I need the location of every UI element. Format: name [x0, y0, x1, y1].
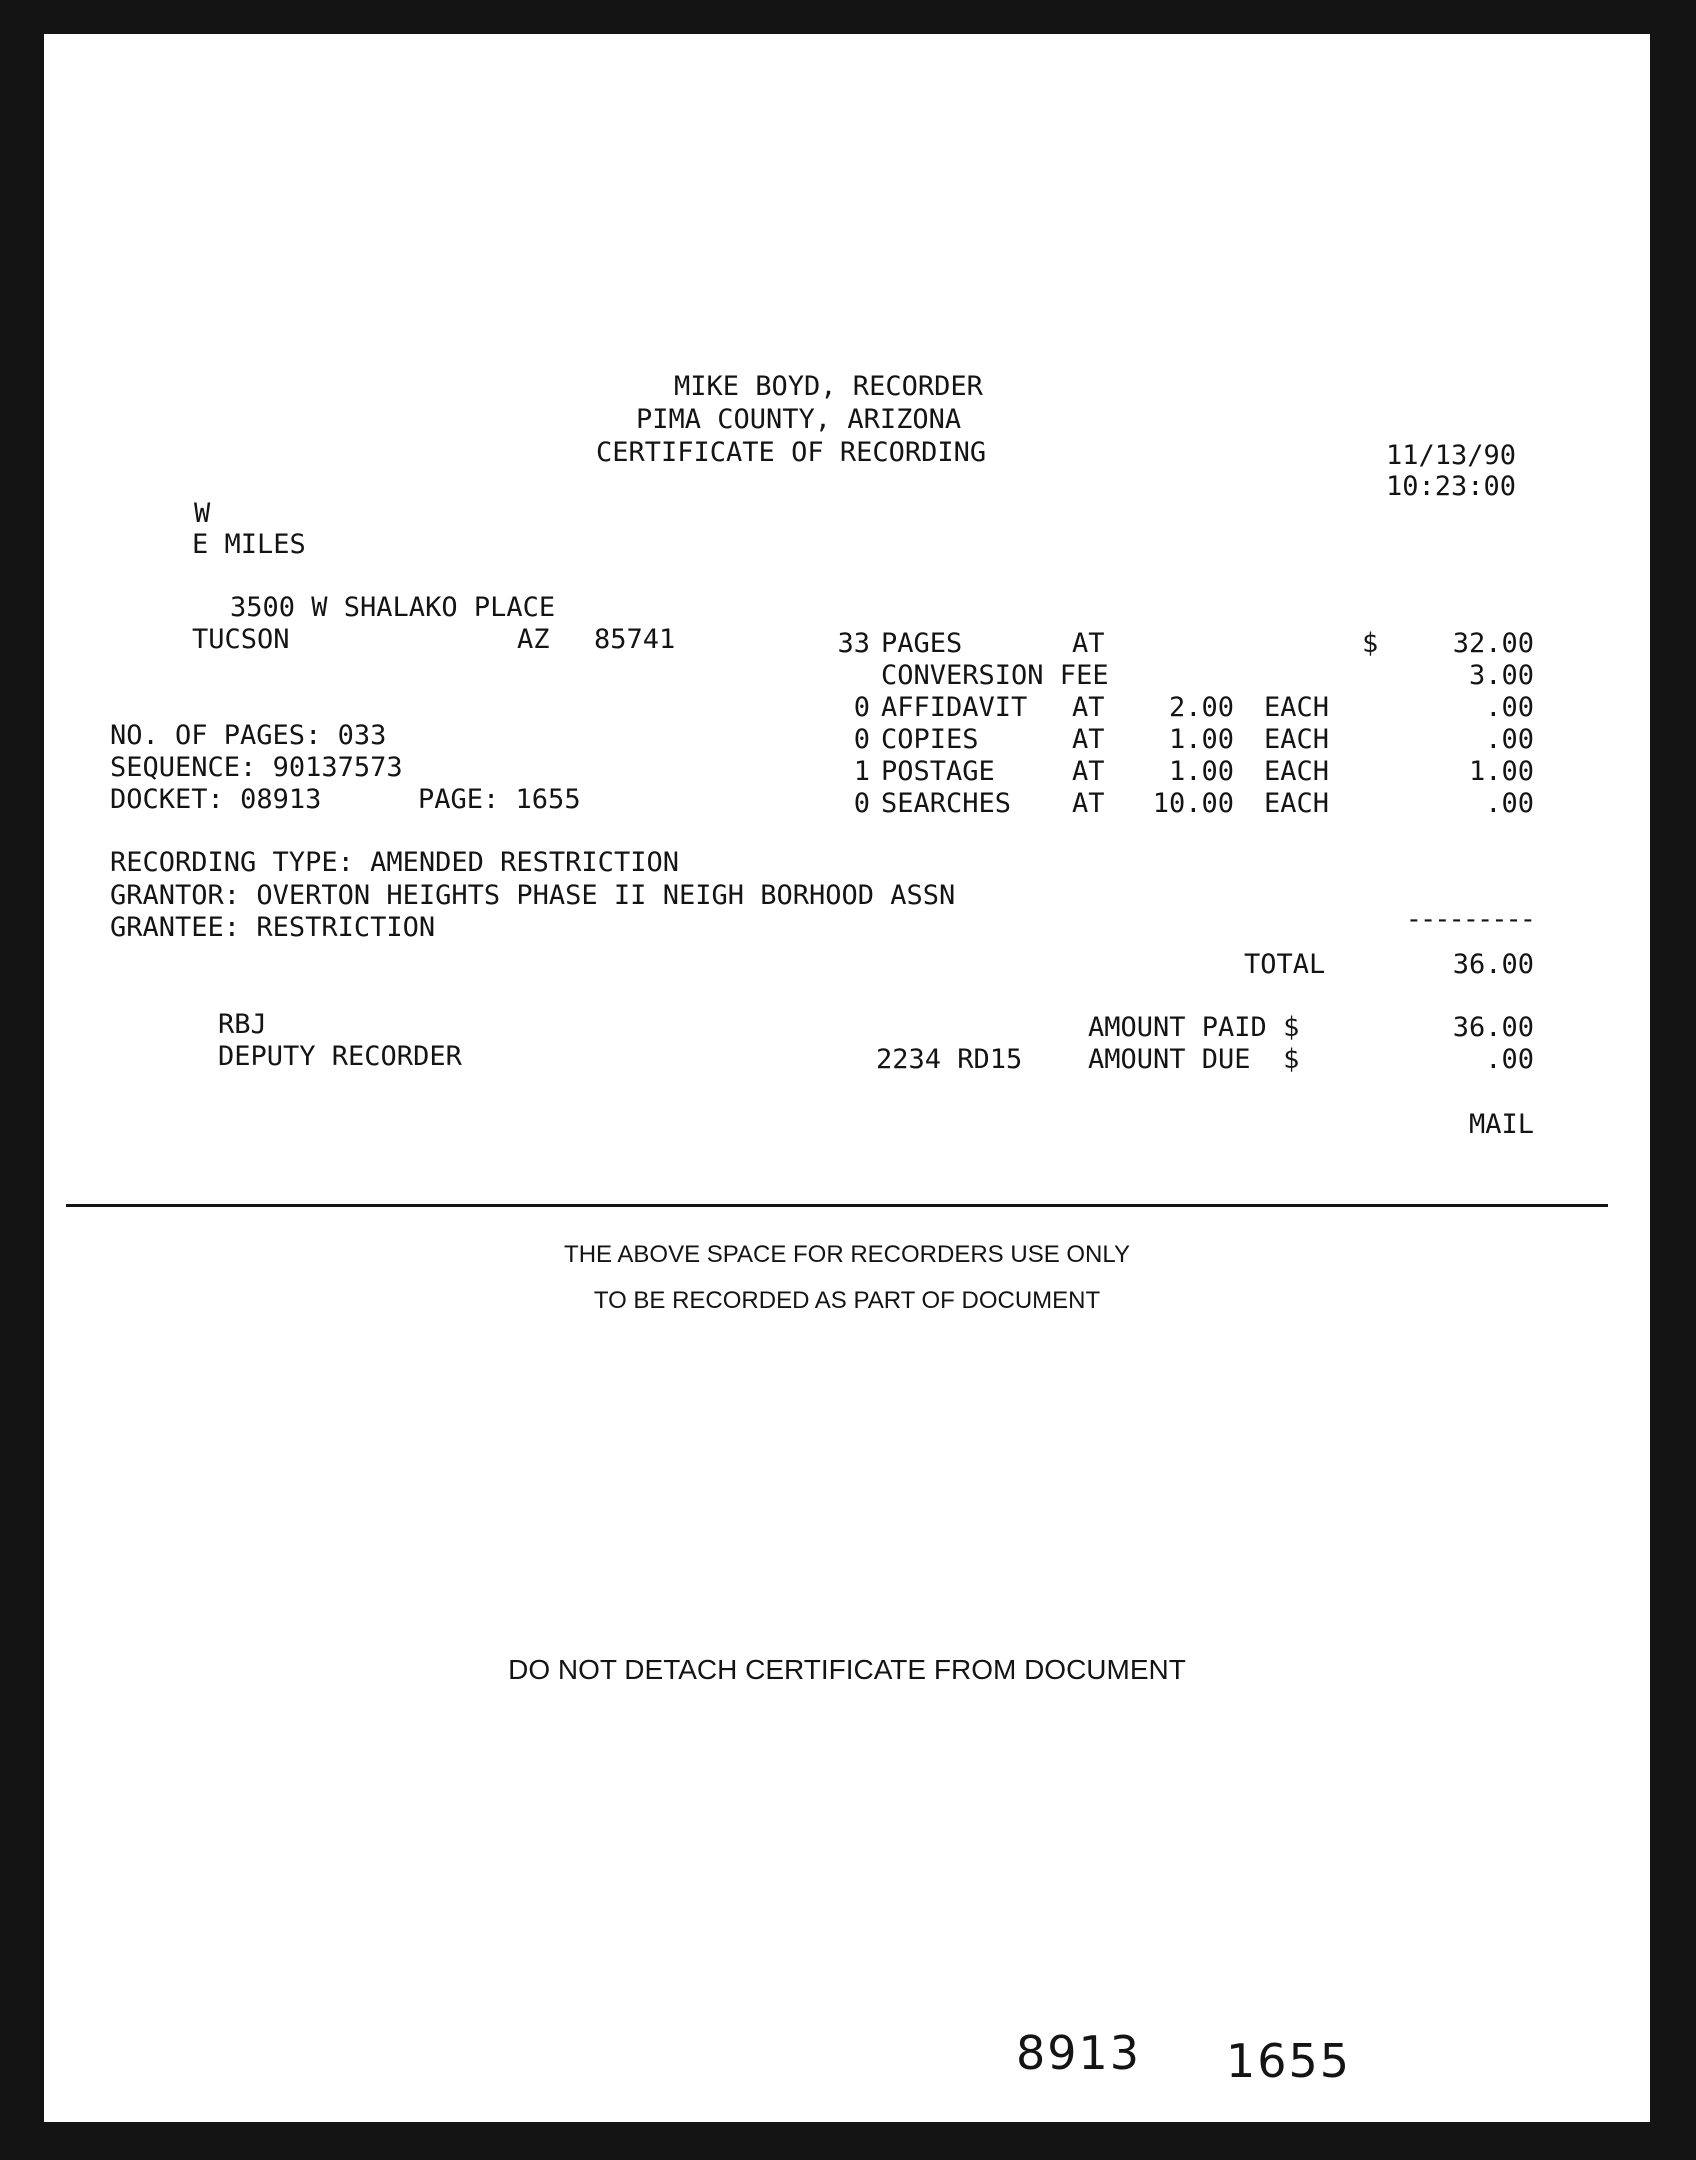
fee-amount: 32.00	[1452, 628, 1534, 659]
fee-item: PAGES	[881, 628, 963, 659]
delivery-method: MAIL	[1468, 1109, 1534, 1140]
fee-qty: 0	[853, 788, 870, 819]
sequence: SEQUENCE: 90137573	[110, 752, 403, 783]
no-of-pages: NO. OF PAGES: 033	[110, 720, 387, 751]
fee-amount: 3.00	[1468, 660, 1534, 691]
fee-rate: 1.00	[1168, 724, 1234, 755]
fee-qty: 33	[837, 628, 870, 659]
addressee-state: AZ	[517, 624, 550, 655]
amount-due-label: AMOUNT DUE $	[1088, 1044, 1300, 1075]
amount-due: .00	[1485, 1044, 1534, 1075]
currency-symbol: $	[1362, 628, 1379, 659]
fee-at: AT	[1072, 628, 1105, 659]
addressee-street: 3500 W SHALAKO PLACE	[230, 592, 556, 623]
fee-item: SEARCHES	[881, 788, 1012, 819]
do-not-detach-notice: DO NOT DETACH CERTIFICATE FROM DOCUMENT	[508, 1654, 1186, 1685]
stamp-page-number: 1655	[1226, 2034, 1352, 2088]
fee-item: POSTAGE	[881, 756, 995, 787]
fee-each: EACH	[1264, 692, 1330, 723]
deputy-initials: RBJ	[218, 1009, 267, 1040]
fee-each: EACH	[1264, 756, 1330, 787]
fee-at: AT	[1072, 788, 1105, 819]
recorded-as-part-notice: TO BE RECORDED AS PART OF DOCUMENT	[593, 1287, 1101, 1314]
fee-item: AFFIDAVIT	[881, 692, 1028, 723]
total-rule: ---------	[1405, 904, 1534, 935]
recorders-use-notice: THE ABOVE SPACE FOR RECORDERS USE ONLY	[564, 1241, 1130, 1268]
fee-amount: .00	[1485, 692, 1534, 723]
fee-each: EACH	[1264, 724, 1330, 755]
fee-rate: 1.00	[1168, 756, 1234, 787]
total-amount: 36.00	[1452, 949, 1534, 980]
fee-at: AT	[1072, 756, 1105, 787]
amount-paid: 36.00	[1452, 1012, 1534, 1043]
fee-amount: .00	[1485, 724, 1534, 755]
recorder-name: MIKE BOYD, RECORDER	[674, 371, 983, 402]
certificate-page	[44, 34, 1650, 2122]
grantor: GRANTOR: OVERTON HEIGHTS PHASE II NEIGH BORHOOD ASSN	[110, 880, 956, 911]
recorder-space-divider	[66, 1204, 1608, 1207]
docket-page: PAGE: 1655	[418, 784, 581, 815]
fee-amount: 1.00	[1468, 756, 1534, 787]
deputy-title: DEPUTY RECORDER	[218, 1041, 462, 1072]
fee-at: AT	[1072, 692, 1105, 723]
recording-date: 11/13/90	[1386, 440, 1517, 471]
fee-each: EACH	[1264, 788, 1330, 819]
fee-rate: 2.00	[1168, 692, 1234, 723]
fee-qty: 0	[853, 692, 870, 723]
fee-item: CONVERSION FEE	[881, 660, 1109, 691]
fee-rate: 10.00	[1152, 788, 1234, 819]
certificate-title: CERTIFICATE OF RECORDING	[596, 437, 987, 468]
stamp-docket-number: 8913	[1016, 2026, 1142, 2080]
county-name: PIMA COUNTY, ARIZONA	[636, 404, 962, 435]
addressee-name: E MILES	[192, 529, 306, 560]
fee-item: COPIES	[881, 724, 979, 755]
docket: DOCKET: 08913	[110, 784, 322, 815]
fee-amount: .00	[1485, 788, 1534, 819]
recording-time: 10:23:00	[1386, 471, 1517, 502]
fee-qty: 0	[853, 724, 870, 755]
receipt-code: 2234 RD15	[876, 1044, 1023, 1075]
grantee: GRANTEE: RESTRICTION	[110, 912, 436, 943]
fee-qty: 1	[853, 756, 870, 787]
total-label: TOTAL	[1244, 949, 1326, 980]
addressee-city: TUCSON	[192, 624, 290, 655]
recording-type: RECORDING TYPE: AMENDED RESTRICTION	[110, 847, 679, 878]
addressee-zip: 85741	[594, 624, 676, 655]
addressee-line1: W	[194, 498, 211, 529]
fee-at: AT	[1072, 724, 1105, 755]
amount-paid-label: AMOUNT PAID $	[1088, 1012, 1300, 1043]
